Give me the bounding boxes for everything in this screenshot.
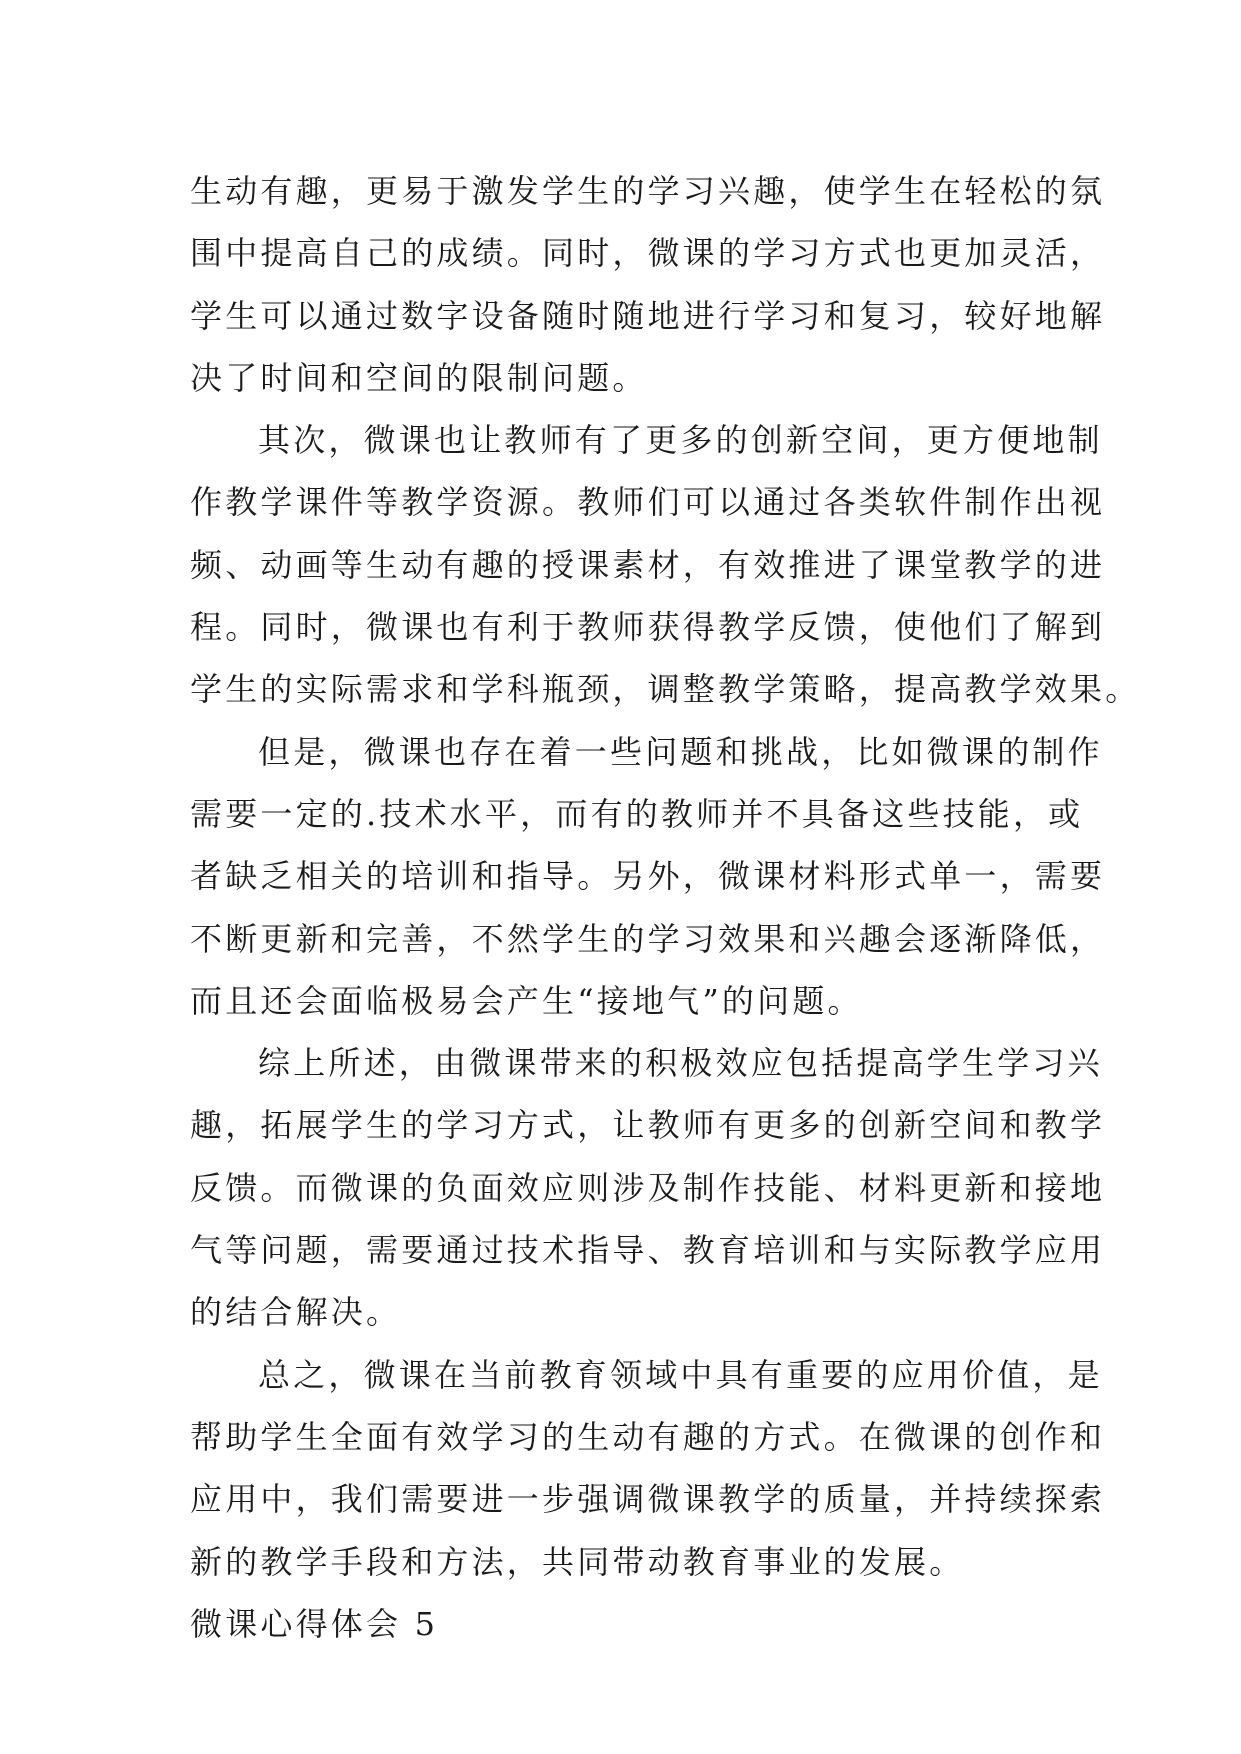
paragraph-first-line: 但是，微课也存在着一些问题和挑战，比如微课的制作 [258,732,1103,771]
text-line: 作教学课件等教学资源。教师们可以通过各类软件制作出视 [190,483,1106,522]
text-line: 学生的实际需求和学科瓶颈，调整教学策略，提高教学效果。 [190,670,1141,709]
text-line: 反馈。而微课的负面效应则涉及制作技能、材料更新和接地 [190,1168,1106,1207]
paragraph-first-line: 总之，微课在当前教育领域中具有重要的应用价值，是 [258,1355,1103,1394]
text-line: 程。同时，微课也有利于教师获得教学反馈，使他们了解到 [190,608,1106,647]
text-line: 需要一定的.技术水平，而有的教师并不具备这些技能，或 [190,794,1084,833]
text-line: 学生可以通过数字设备随时随地进行学习和复习，较好地解 [190,296,1106,335]
text-line: 频、动画等生动有趣的授课素材，有效推进了课堂教学的进 [190,545,1106,584]
paragraph-first-line: 综上所述，由微课带来的积极效应包括提高学生学习兴 [258,1044,1103,1083]
text-line: 气等问题，需要通过技术指导、教育培训和与实际教学应用 [190,1231,1106,1270]
text-line: 围中提高自己的成绩。同时，微课的学习方式也更加灵活， [190,234,1106,273]
text-line: 者缺乏相关的培训和指导。另外，微课材料形式单一，需要 [190,857,1106,896]
text-line: 应用中，我们需要进一步强调微课教学的质量，并持续探索 [190,1480,1106,1519]
document-body [190,160,1141,1655]
text-line: 生动有趣，更易于激发学生的学习兴趣，使学生在轻松的氛 [190,172,1106,210]
text-line: 趣，拓展学生的学习方式，让教师有更多的创新空间和教学 [190,1106,1106,1145]
text-line: 的结合解决。 [190,1293,402,1332]
text-line: 而且还会面临极易会产生“接地气”的问题。 [190,981,863,1020]
text-line: 新的教学手段和方法，共同带动教育事业的发展。 [190,1542,965,1581]
text-line: 不断更新和完善，不然学生的学习效果和兴趣会逐渐降低， [190,919,1106,958]
section-heading: 微课心得体会 5 [190,1604,439,1643]
text-line: 帮助学生全面有效学习的生动有趣的方式。在微课的创作和 [190,1417,1106,1456]
paragraph-first-line: 其次，微课也让教师有了更多的创新空间，更方便地制 [258,421,1103,460]
text-line: 决了时间和空间的限制问题。 [190,358,648,397]
